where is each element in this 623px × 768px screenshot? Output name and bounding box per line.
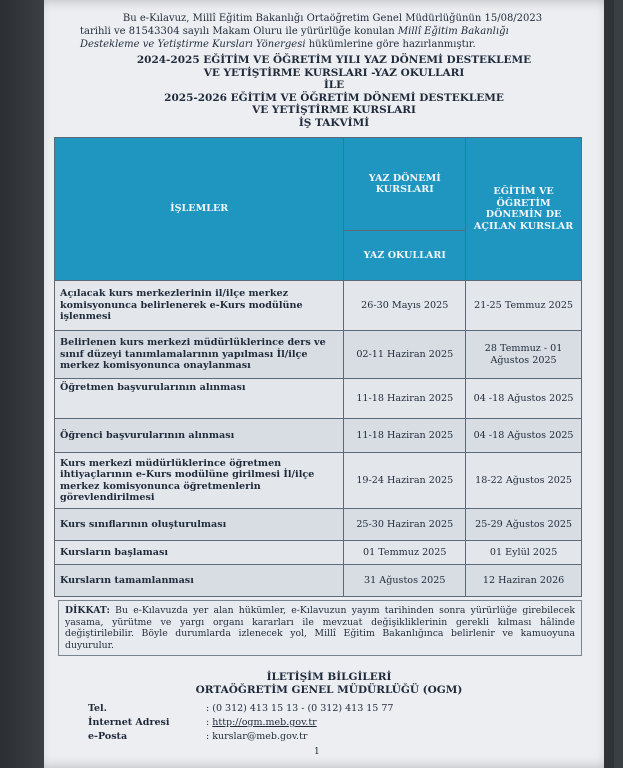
page-number: 1	[314, 747, 320, 757]
row-yaz-date: 25-30 Haziran 2025	[344, 509, 466, 541]
row-donem-date: 21-25 Temmuz 2025	[466, 281, 582, 331]
website-link[interactable]: http://ogm.meb.gov.tr	[212, 717, 317, 728]
row-islem: Kursların başlaması	[55, 541, 344, 565]
row-islem: Açılacak kurs merkezlerinin il/ilçe merkez komisyonunca belirlenerek e-Kurs modülüne işlenmesi	[55, 281, 344, 331]
row-islem: Kursların tamamlanması	[55, 565, 344, 597]
intro-line-2: tarihli ve 81543304 sayılı Makam Oluru ile yürürlüğe konulan Millî Eğitim Bakanlığı	[80, 26, 509, 37]
email-link[interactable]: : kurslar@meb.gov.tr	[206, 731, 308, 742]
contact-org: ORTAÖĞRETİM GENEL MÜDÜRLÜĞÜ (OGM)	[195, 684, 463, 696]
row-yaz-date: 26-30 Mayıs 2025	[344, 281, 466, 331]
row-donem-date: 12 Haziran 2026	[466, 565, 582, 597]
table-row	[55, 509, 582, 541]
intro-paragraph	[80, 12, 585, 51]
row-islem: Belirlenen kurs merkezi müdürlüklerince ders ve sınıf düzeyi tanımlamalarının yapılması İl/ilçe merkez komisyonunca onaylanması	[55, 331, 344, 379]
row-donem-date: 04 -18 Ağustos 2025	[466, 419, 582, 453]
table-row	[55, 331, 582, 379]
row-islem: Kurs sınıflarının oluşturulması	[55, 509, 344, 541]
contact-title: İLETİŞİM BİLGİLERİ	[266, 671, 392, 683]
header-islemler: İŞLEMLER	[55, 138, 344, 281]
table-row	[55, 565, 582, 597]
contact-mail-row	[88, 731, 307, 742]
row-donem-date: 28 Temmuz - 01 Ağustos 2025	[466, 331, 582, 379]
table-row	[55, 541, 582, 565]
note-label: DİKKAT:	[65, 605, 110, 616]
warning-note	[58, 600, 582, 656]
row-yaz-date: 01 Temmuz 2025	[344, 541, 466, 565]
background-left	[0, 0, 44, 768]
table-row	[55, 281, 582, 331]
intro-line-3: Destekleme ve Yetiştirme Kursları Yönergesi hükümlerine göre hazırlanmıştır.	[80, 39, 476, 50]
row-donem-date: 25-29 Ağustos 2025	[466, 509, 582, 541]
mail-label: e-Posta	[88, 731, 128, 742]
contact-web-row: İnternet Adresi : http://ogm.meb.gov.tr	[88, 717, 317, 728]
page-shadow	[604, 0, 614, 768]
tel-label: Tel.	[88, 703, 107, 714]
contact-tel-row	[88, 703, 393, 714]
web-label: İnternet Adresi	[88, 717, 170, 728]
document-page	[44, 0, 614, 768]
row-islem: Öğrenci başvurularının alınması	[55, 419, 344, 453]
header-yaz-donemi: YAZ DÖNEMİ KURSLARI	[344, 138, 466, 231]
row-yaz-date: 11-18 Haziran 2025	[344, 379, 466, 419]
table-row	[55, 453, 582, 509]
tel-value: : (0 312) 413 15 13 - (0 312) 413 15 77	[206, 703, 394, 714]
header-egitim-donemi: EĞİTİM VE ÖĞRETİM DÖNEMİN DE AÇILAN KURSLAR	[466, 138, 582, 281]
row-yaz-date: 02-11 Haziran 2025	[344, 331, 466, 379]
row-donem-date: 18-22 Ağustos 2025	[466, 453, 582, 509]
table-row	[55, 419, 582, 453]
document-title: 2024-2025 EĞİTİM VE ÖĞRETİM YILI YAZ DÖNEMİ DESTEKLEME VE YETİŞTİRME KURSLARI -YAZ OKULLARI İLE 2025-2026 EĞİTİM VE ÖĞRETİM DÖNEMİ DESTEKLEME VE YETİŞTİRME KURSLARI İŞ TAKVİMİ	[136, 54, 532, 129]
row-yaz-date: 19-24 Haziran 2025	[344, 453, 466, 509]
schedule-table	[54, 137, 582, 597]
intro-line-1: Bu e-Kılavuz, Millî Eğitim Bakanlığı Ortaöğretim Genel Müdürlüğünün 15/08/2023	[122, 13, 543, 24]
note-text: Bu e-Kılavuzda yer alan hükümler, e-Kılavuzun yayım tarihinden sonra yürürlüğe girebilecek yasama, yürütme ve yargı organı kararları ile mevzuat değişikliklerinin gerekli kılması hâlinde değiştirilebilir. Böyle durumlarda izlenecek yol, Millî Eğitim Bakanlığınca belirlenir ve kamuoyuna duyurulur.	[65, 605, 575, 651]
row-islem: Öğretmen başvurularının alınması	[55, 379, 344, 419]
row-donem-date: 04 -18 Ağustos 2025	[466, 379, 582, 419]
row-yaz-date: 31 Ağustos 2025	[344, 565, 466, 597]
table-row	[55, 379, 582, 419]
row-yaz-date: 11-18 Haziran 2025	[344, 419, 466, 453]
row-donem-date: 01 Eylül 2025	[466, 541, 582, 565]
header-yaz-okullari: YAZ OKULLARI	[344, 231, 466, 281]
row-islem: Kurs merkezi müdürlüklerince öğretmen ihtiyaçlarının e-Kurs modülüne girilmesi İl/ilçe merkez komisyonunca öğretmenlerin görevlendirilmesi	[55, 453, 344, 509]
